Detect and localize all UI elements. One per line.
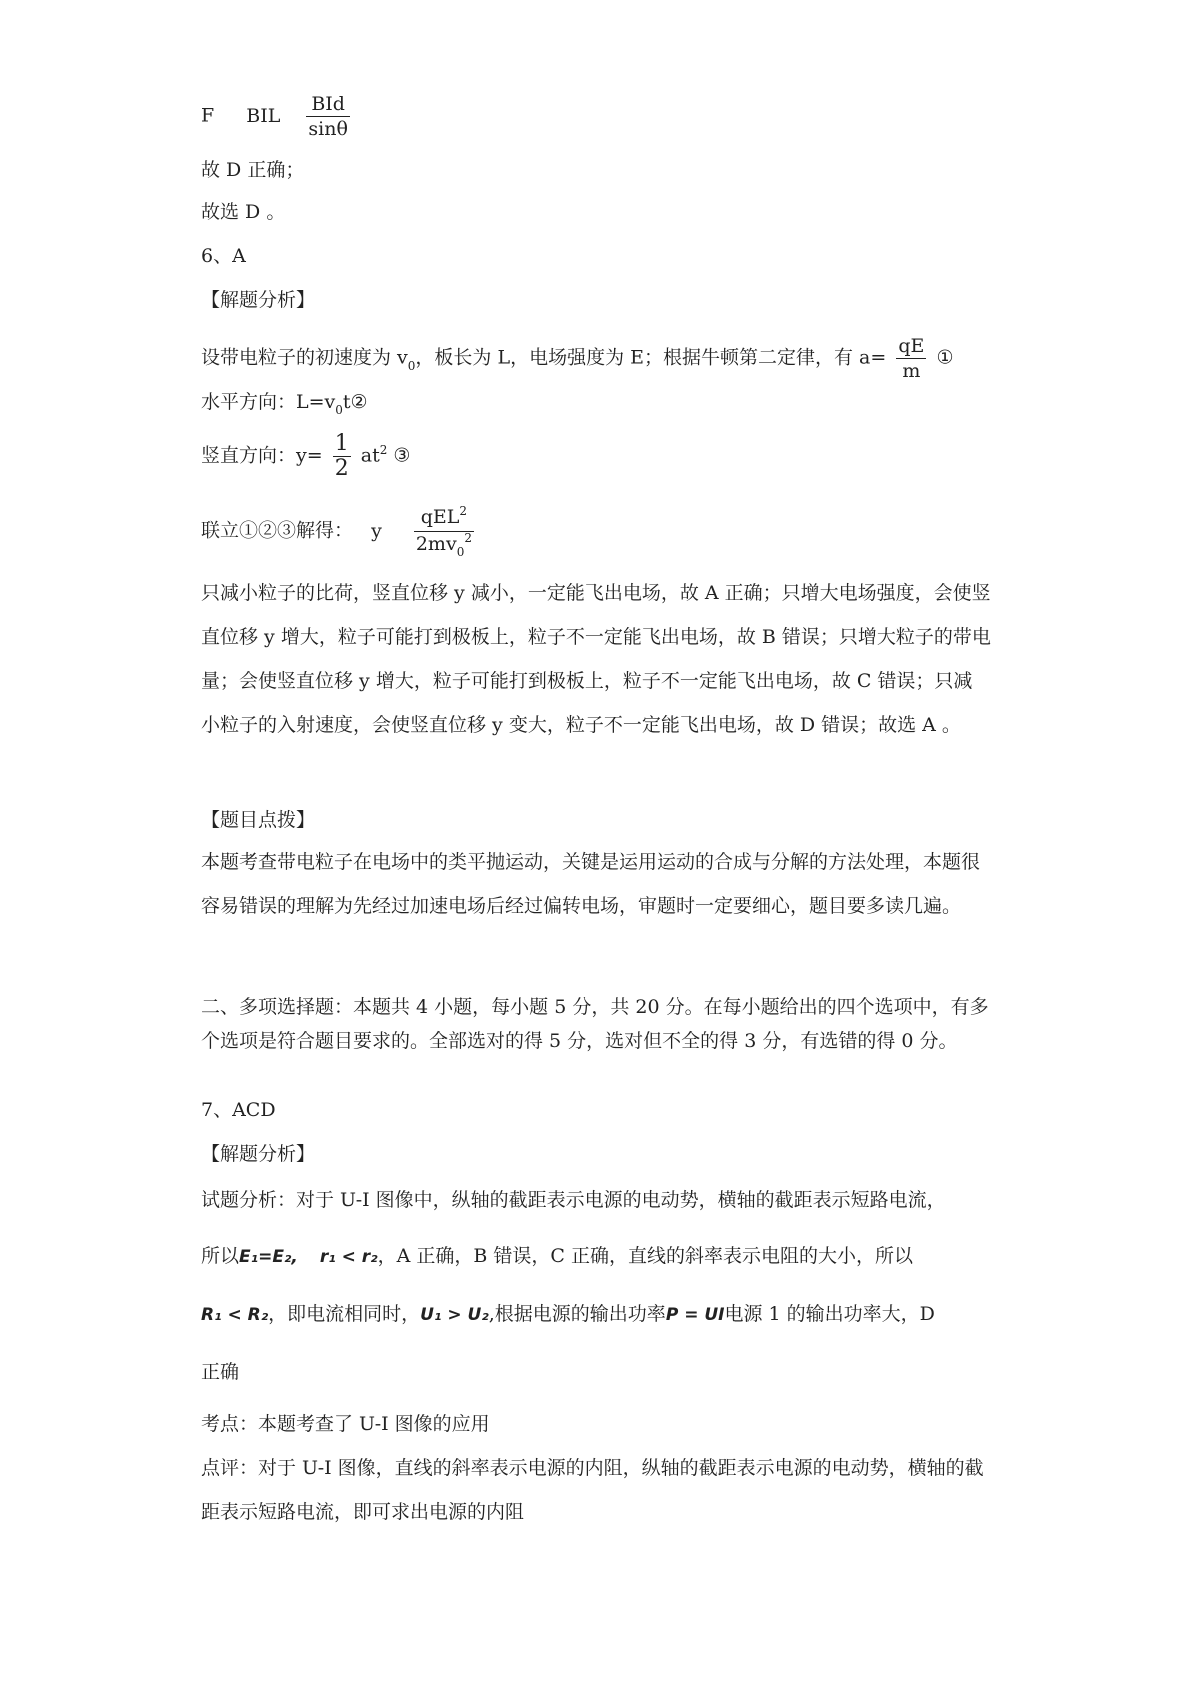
fraction-half: $\frac{1}{2}$	[334, 431, 349, 481]
q7-dianping: 点评：对于 U-I 图像，直线的斜率表示电源的内阻，纵轴的截距表示电源的电动势，横轴的截距表示短路电流，即可求出电源的内阻	[201, 1457, 984, 1523]
q7-kaodian: 考点：本题考查了 U-I 图像的应用	[201, 1413, 490, 1435]
fraction-bid-sin: $\frac{\text{BId}}{\sin\theta}$	[308, 93, 348, 140]
q7-analysis-heading: 【解题分析】	[201, 1143, 316, 1165]
q6-horizontal: 水平方向：$L=v_0t②$	[201, 391, 368, 417]
fraction-qe-m: $\frac{qE}{m}$	[898, 335, 925, 382]
q6-analysis-heading: 【解题分析】	[201, 289, 316, 311]
q7-line-3: R₁ < R₂，即电流相同时，U₁ > U₂,根据电源的输出功率P = UI电源 1 的输出功率大，D	[201, 1303, 935, 1325]
q6-solution: 联立①②③解得： y $\frac{qEL^2}{2mv_0^2}$	[201, 504, 472, 559]
q7-line-4: 正确	[201, 1361, 240, 1383]
formula-force: F BIL $\frac{\text{BId}}{\sin\theta}$	[201, 93, 348, 140]
fraction-qel-2mv: $\frac{qEL^2}{2mv_0^2}$	[415, 504, 472, 559]
text-choose-d: 故选 D 。	[201, 201, 286, 223]
q7-line-1: 试题分析：对于 U-I 图像中，纵轴的截距表示电源的电动势，横轴的截距表示短路电流，	[201, 1189, 946, 1211]
q6-setup-line: 设带电粒子的初速度为 $v_0$，板长为 L，电场强度为 E；根据牛顿第二定律，有 a= $\frac{qE}{m}$ ①	[201, 335, 954, 382]
q6-tip-heading: 【题目点拨】	[201, 809, 316, 831]
text-d-correct: 故 D 正确；	[201, 159, 305, 181]
q6-tip-text: 本题考查带电粒子在电场中的类平抛运动，关键是运用运动的合成与分解的方法处理，本题很容易错误的理解为先经过加速电场后经过偏转电场，审题时一定要细心，题目要多读几遍。	[201, 851, 981, 917]
q6-explanation: 只减小粒子的比荷，竖直位移 y 减小，一定能飞出电场，故 A 正确；只增大电场强度，会使竖直位移 y 增大，粒子可能打到极板上，粒子不一定能飞出电场，故 B 错误；只增大粒子的带电量；会使竖直位移 y 增大，粒子可能打到极板上，粒子不一定能飞出电场，故 C 错误；只减小粒子的入射速度，会使竖直位移 y 变大，粒子不一定能飞出电场，故 D 错误；故选 A 。	[201, 582, 991, 736]
q7-line-2: 所以E₁=E₂, r₁ < r₂，A 正确，B 错误，C 正确，直线的斜率表示电阻的大小，所以	[201, 1245, 913, 1267]
q6-answer: 6、A	[201, 245, 246, 267]
q6-vertical: 竖直方向：y= $\frac{1}{2}$ $at^2$ ③	[201, 431, 411, 481]
section-2-instructions: 二、多项选择题：本题共 4 小题，每小题 5 分，共 20 分。在每小题给出的四个选项中，有多个选项是符合题目要求的。全部选对的得 5 分，选对但不全的得 3 分，有选错的得 0 分。	[201, 996, 989, 1052]
q7-answer: 7、ACD	[201, 1099, 276, 1121]
